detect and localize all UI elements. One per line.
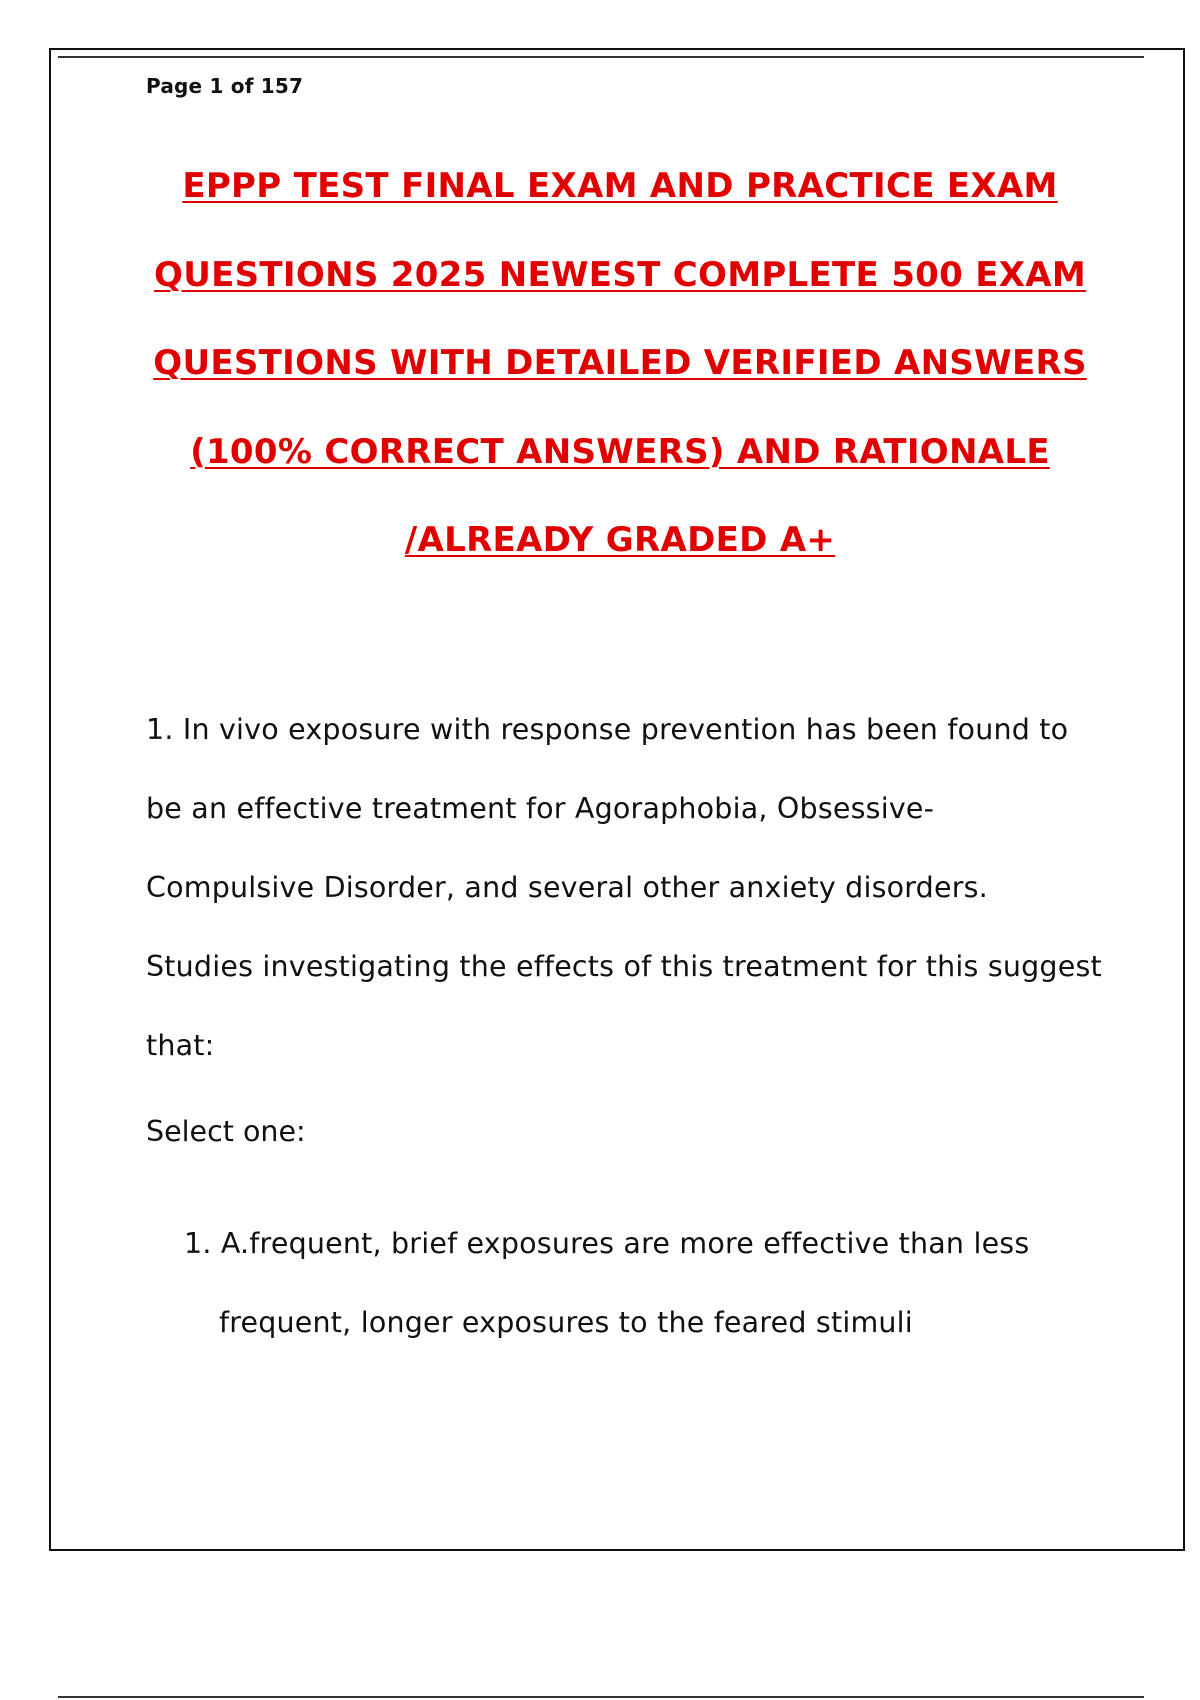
question-line-4: Studies investigating the effects of this treatment for this suggest	[146, 950, 1102, 983]
title-line-5: /ALREADY GRADED A+	[404, 520, 836, 560]
question-line-3: Compulsive Disorder, and several other anxiety disorders.	[146, 871, 988, 904]
option-a-line-2: frequent, longer exposures to the feared stimuli	[219, 1306, 913, 1339]
title-line-3: QUESTIONS WITH DETAILED VERIFIED ANSWERS	[153, 343, 1087, 383]
page-total: 157	[260, 74, 304, 98]
select-one-label: Select one:	[146, 1115, 306, 1148]
title-line-2: QUESTIONS 2025 NEWEST COMPLETE 500 EXAM	[154, 254, 1086, 295]
title-line-1: EPPP TEST FINAL EXAM AND PRACTICE EXAM	[182, 166, 1058, 206]
page-prefix: Page	[146, 74, 203, 98]
page-current: 1	[209, 74, 224, 98]
question-line-5: that:	[146, 1029, 215, 1062]
title-line-4: (100% CORRECT ANSWERS) AND RATIONALE	[190, 431, 1050, 472]
bottom-rule	[58, 1696, 1144, 1698]
question-line-1: 1. In vivo exposure with response prevention has been found to	[146, 713, 1069, 746]
question-text	[146, 690, 1106, 1085]
question-line-2: be an effective treatment for Agoraphobia, Obsessive-	[146, 792, 935, 825]
top-rule	[58, 56, 1144, 58]
page-of: of	[230, 74, 254, 98]
answer-option-a	[184, 1204, 1084, 1362]
document-title	[140, 142, 1100, 585]
option-a-line-1: 1. A.frequent, brief exposures are more effective than less	[184, 1227, 1030, 1260]
page-number	[146, 74, 303, 98]
